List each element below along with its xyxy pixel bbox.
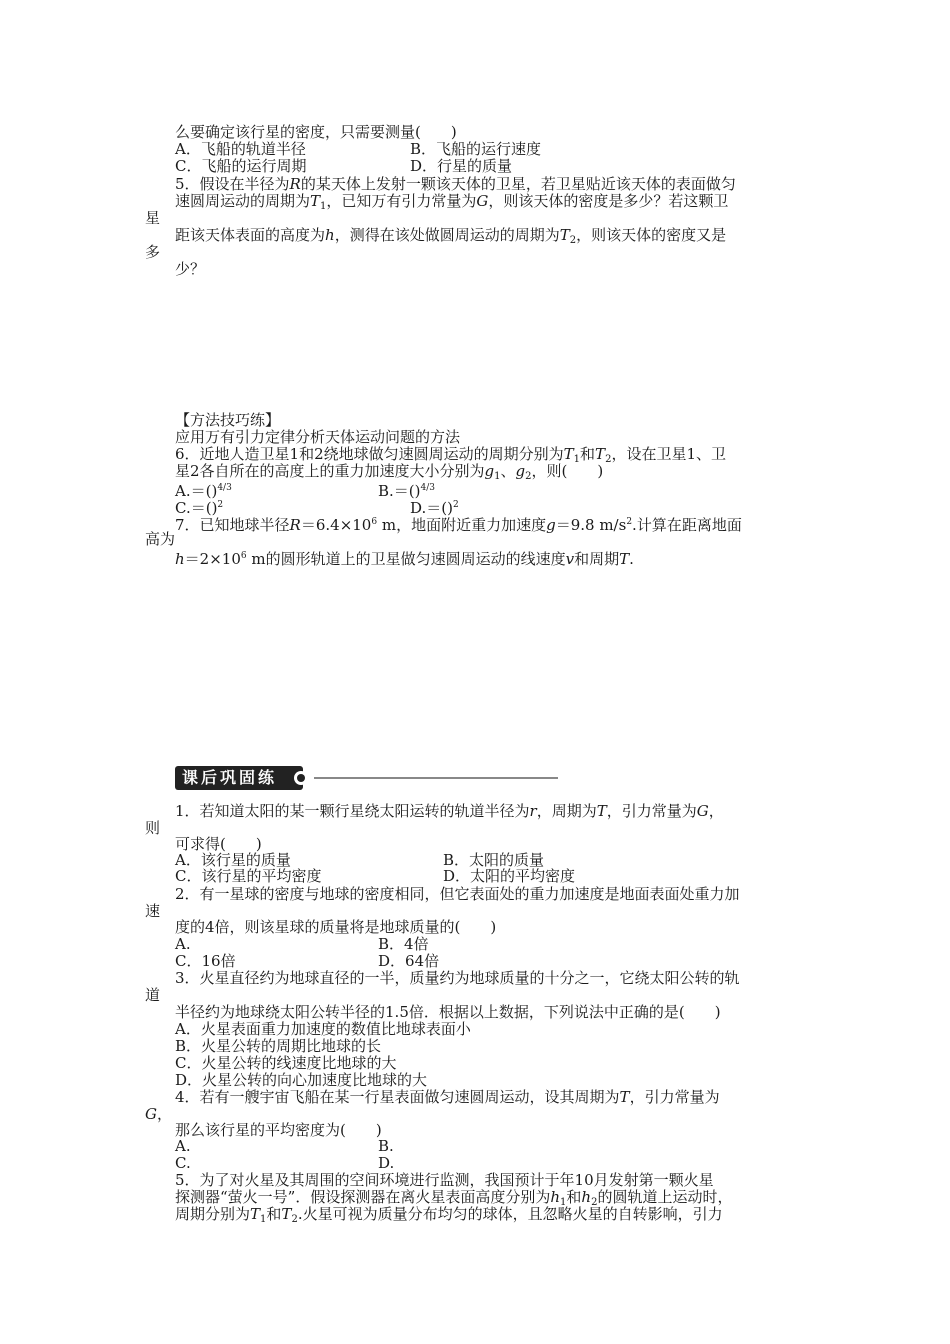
banner-dot-icon — [294, 771, 308, 785]
question-5-line-1: 5．假设在半径为R的某天体上发射一颗该天体的卫星，若卫星贴近该天体的表面做匀 — [175, 175, 736, 193]
question-stem-continued: 么要确定该行星的密度，只需要测量( ) — [175, 123, 457, 141]
banner-dot-center — [297, 774, 305, 782]
option-b: B．太阳的质量 — [443, 851, 545, 869]
option-d: D．行星的质量 — [410, 157, 513, 175]
banner-title: 课后巩固练 — [182, 768, 278, 787]
option-b: B. — [378, 1137, 394, 1155]
wrap-char: 多 — [145, 243, 161, 261]
question-6-line-2: 星2各自所在的高度上的重力加速度大小分别为$g_1$、$g_2$，则( ) — [175, 462, 604, 482]
option-c: C．16倍 — [175, 952, 236, 970]
wrap-char: 星 — [145, 209, 161, 227]
question-3-line-2: 半径约为地球绕太阳公转半径的1.5倍．根据以上数据，下列说法中正确的是( ) — [175, 1003, 721, 1021]
wrap-text: 高为 — [145, 530, 176, 548]
wrap-char: 速 — [145, 902, 161, 920]
banner-divider-line — [314, 777, 558, 779]
question-1-line-2: 可求得( ) — [175, 835, 262, 853]
option-a: A. — [175, 935, 191, 953]
section-banner — [175, 766, 315, 790]
wrap-char: 则 — [145, 819, 161, 837]
question-3-line-1: 3．火星直径约为地球直径的一半，质量约为地球质量的十分之一，它绕太阳公转的轨 — [175, 969, 740, 987]
question-4-line-1: 4．若有一艘宇宙飞船在某一行星表面做匀速圆周运动，设其周期为T，引力常量为 — [175, 1088, 720, 1106]
question-5-line-2: 探测器“萤火一号”．假设探测器在离火星表面高度分别为$h_1$和$h_2$的圆轨道上运动时， — [175, 1188, 733, 1208]
option-c: C．火星公转的线速度比地球的大 — [175, 1054, 397, 1072]
question-2-line-1: 2．有一星球的密度与地球的密度相同，但它表面处的重力加速度是地面表面处重力加 — [175, 885, 740, 903]
option-a: A．该行星的质量 — [175, 851, 291, 869]
section-subheading: 应用万有引力定律分析天体运动问题的方法 — [175, 428, 461, 446]
question-5-line-3: 周期分别为$T_1$和$T_2$.火星可视为质量分布均匀的球体，且忽略火星的自转影响，引力 — [175, 1205, 723, 1225]
option-d: D.＝()$^2$ — [410, 499, 459, 517]
question-7-line-1: 7．已知地球半径$R=6.4\times 10^6$ m，地面附近重力加速度g＝9.8 $m/s^2$.计算在距离地面 — [175, 516, 742, 534]
question-5-line-2: 速圆周运动的周期为$T_1$，已知万有引力常量为G，则该天体的密度是多少？若这颗卫 — [175, 192, 729, 212]
option-a: A.＝()$^{4/3}$ — [175, 482, 232, 500]
question-4-line-2: 那么该行星的平均密度为( ) — [175, 1121, 382, 1139]
option-a: A．火星表面重力加速度的数值比地球表面小 — [175, 1020, 471, 1038]
option-a: A．飞船的轨道半径 — [175, 140, 306, 158]
option-b: B.＝()$^{4/3}$ — [378, 482, 435, 500]
option-b: B．4倍 — [378, 935, 429, 953]
option-c: C.＝()$^2$ — [175, 499, 224, 517]
option-d: D．64倍 — [378, 952, 440, 970]
question-2-line-2: 度的4倍，则该星球的质量将是地球质量的( ) — [175, 918, 497, 936]
question-5-line-4: 少？ — [175, 260, 206, 278]
question-7-line-3: $h=2\times 10^6$ m的圆形轨道上的卫星做匀速圆周运动的线速度v和周期T. — [175, 550, 634, 568]
question-5-line-1: 5．为了对火星及其周围的空间环境进行监测，我国预计于年10月发射第一颗火星 — [175, 1171, 714, 1189]
option-c: C．该行星的平均密度 — [175, 867, 322, 885]
option-c: C. — [175, 1154, 191, 1172]
wrap-text: G， — [145, 1105, 172, 1123]
option-d: D．太阳的平均密度 — [443, 867, 576, 885]
question-1-line-1: 1．若知道太阳的某一颗行星绕太阳运转的轨道半径为r，周期为T，引力常量为G， — [175, 802, 724, 820]
wrap-char: 道 — [145, 986, 161, 1004]
option-b: B．火星公转的周期比地球的长 — [175, 1037, 382, 1055]
option-a: A. — [175, 1137, 191, 1155]
option-d: D．火星公转的向心加速度比地球的大 — [175, 1071, 428, 1089]
option-b: B．飞船的运行速度 — [410, 140, 542, 158]
option-c: C．飞船的运行周期 — [175, 157, 307, 175]
question-6-line-1: 6．近地人造卫星1和2绕地球做匀速圆周运动的周期分别为$T_1$和$T_2$，设在卫星1、卫 — [175, 445, 726, 465]
question-5-line-3: 距该天体表面的高度为h，测得在该处做圆周运动的周期为$T_2$，则该天体的密度又是 — [175, 226, 727, 246]
section-heading: 【方法技巧练】 — [175, 411, 281, 429]
option-d: D. — [378, 1154, 395, 1172]
